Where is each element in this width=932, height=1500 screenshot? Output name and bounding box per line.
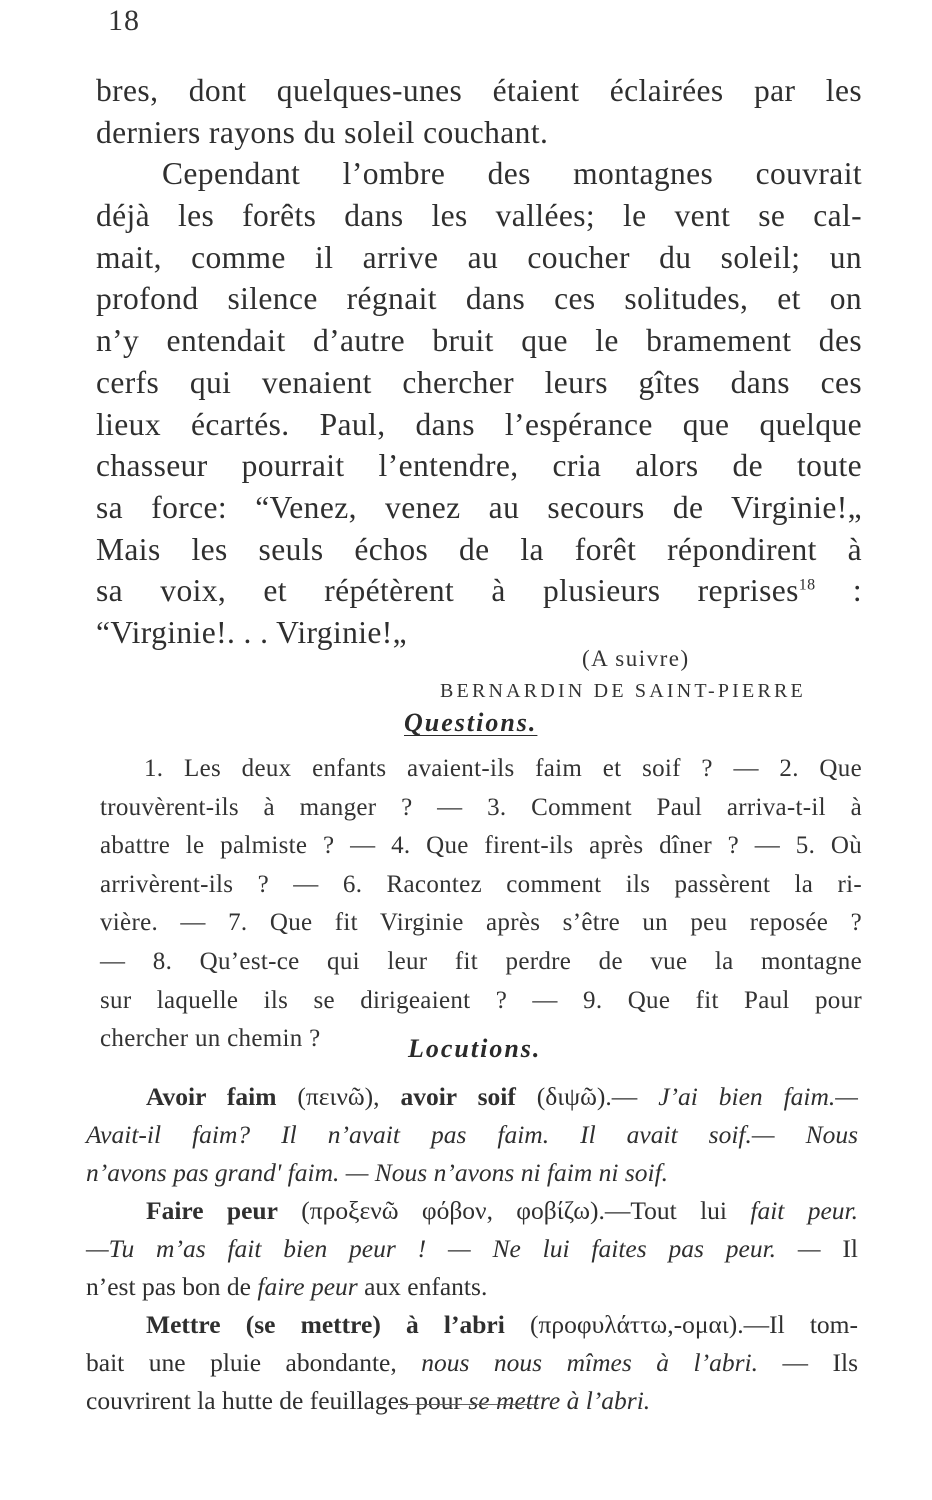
story-line: n’y entendait d’autre bruit que le bramement des xyxy=(96,323,862,359)
locution-term: avoir soif xyxy=(400,1082,516,1111)
locution-plain: Il tom- xyxy=(769,1310,858,1339)
story-line-text: sa voix, et répétèrent à plusieurs reprises xyxy=(96,573,799,609)
story-text xyxy=(96,70,862,654)
end-rule xyxy=(398,1404,538,1405)
greek-translation: (πεινῶ), xyxy=(276,1082,401,1111)
question-line: vière. — 7. Que fit Virginie après s’être un peu reposée ? xyxy=(100,909,862,937)
story-line: cerfs qui venaient chercher leurs gîtes dans ces xyxy=(96,364,862,400)
locution-line xyxy=(86,1230,858,1268)
locution-example: J’ai bien faim.— xyxy=(658,1082,858,1111)
question-line: 1. Les deux enfants avaient-ils faim et soif ? — 2. Que xyxy=(144,755,862,782)
locution-example: faire peur xyxy=(257,1272,358,1301)
to-be-continued: (A suivre) xyxy=(582,646,690,671)
question-line: abattre le palmiste ? — 4. Que firent-ils après dîner ? — 5. Où xyxy=(100,832,862,860)
story-line: mait, comme il arrive au coucher du soleil; un xyxy=(96,239,862,275)
locution-line xyxy=(86,1306,858,1344)
locution-term: Faire peur xyxy=(146,1196,278,1225)
question-line: — 8. Qu’est-ce qui leur fit perdre de vue la montagne xyxy=(100,947,862,975)
locution-line xyxy=(86,1382,858,1420)
locution-plain: Tout lui xyxy=(630,1196,751,1225)
greek-translation: (διψῶ).— xyxy=(515,1082,659,1111)
greek-translation: (προφυλάττω,-ομαι).— xyxy=(504,1310,770,1339)
story-line: chasseur pourrait l’entendre, cria alors de toute xyxy=(96,448,862,484)
page-number: 18 xyxy=(108,4,140,37)
question-line: arrivèrent-ils ? — 6. Racontez comment ils passèrent la ri- xyxy=(100,870,862,898)
author-signature: BERNARDIN DE SAINT-PIERRE xyxy=(440,680,806,702)
footnote-trailing: : xyxy=(815,573,863,609)
locution-term: Mettre (se mettre) à l’abri xyxy=(146,1310,505,1339)
story-line: “Virginie!. . . Virginie!„ xyxy=(96,614,408,650)
questions-list xyxy=(100,750,862,1059)
locution-example: fait peur. xyxy=(750,1196,858,1225)
questions-heading: Questions. xyxy=(404,708,538,737)
story-line: bres, dont quelques-unes étaient éclairées par les xyxy=(96,73,862,108)
story-line-with-footnote xyxy=(96,570,862,612)
locution-term: Avoir faim xyxy=(146,1082,277,1111)
locution-plain: bait une pluie abondante, xyxy=(86,1348,422,1377)
story-line: déjà les forêts dans les vallées; le vent se cal- xyxy=(96,198,862,234)
locution-example: —Tu m’as fait bien peur ! — Ne lui faites pas peur. — xyxy=(86,1234,821,1263)
locution-line xyxy=(86,1078,858,1116)
question-line: trouvèrent-ils à manger ? — 3. Comment Paul arriva-t-il à xyxy=(100,793,862,821)
story-line: derniers rayons du soleil couchant. xyxy=(96,114,549,150)
locution-line xyxy=(86,1192,858,1230)
locution-line xyxy=(86,1268,858,1306)
story-line: lieux écartés. Paul, dans l’espérance que quelque xyxy=(96,406,862,442)
locution-plain: — Ils xyxy=(757,1348,858,1377)
locution-plain: aux enfants. xyxy=(357,1272,488,1301)
locution-plain: couvrirent la hutte de feuillages pour xyxy=(86,1386,469,1415)
story-line: Cependant l’ombre des montagnes couvrait xyxy=(162,156,862,192)
locution-example-line: Avait-il faim? Il n’avait pas faim. Il avait soif.— Nous xyxy=(86,1120,858,1149)
story-line: profond silence régnait dans ces solitudes, et on xyxy=(96,281,862,317)
story-line: Mais les seuls échos de la forêt répondirent à xyxy=(96,531,862,567)
locution-line xyxy=(86,1344,858,1382)
question-line: chercher un chemin ? xyxy=(100,1025,321,1053)
greek-translation: (προξενῶ φόβον, φοβίζω).— xyxy=(277,1196,631,1225)
locution-example: nous nous mîmes à l’abri. xyxy=(421,1348,758,1377)
story-line: sa force: “Venez, venez au secours de Virginie!„ xyxy=(96,489,862,525)
question-line: sur laquelle ils se dirigeaient ? — 9. Que fit Paul pour xyxy=(100,986,862,1014)
locution-example: se mettre à l’abri. xyxy=(468,1386,651,1415)
locution-example-line: n’avons pas grand' faim. — Nous n’avons ni faim ni soif. xyxy=(86,1158,669,1187)
locutions-list xyxy=(86,1078,858,1420)
locution-plain: Il xyxy=(820,1234,858,1263)
locution-plain: n’est pas bon de xyxy=(86,1272,258,1301)
locutions-heading: Locutions. xyxy=(408,1034,542,1063)
footnote-reference: 18 xyxy=(798,576,816,594)
